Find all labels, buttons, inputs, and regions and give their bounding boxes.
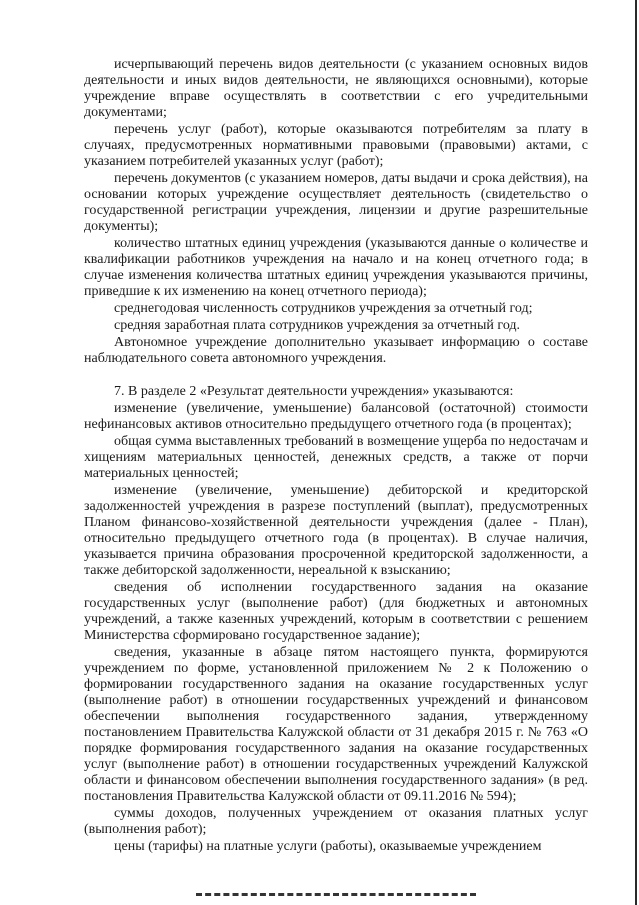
paragraph: количество штатных единиц учреждения (указываются данные о количестве и квалификации работников учреждения на начало и на конец отчетного года; в случае изменения количества штатных единиц учреждения указываются причины, приведшие к их изменению на конец отчетного периода); (84, 236, 588, 299)
paragraph: общая сумма выставленных требований в возмещение ущерба по недостачам и хищениям материальных ценностей, денежных средств, а также от порчи материальных ценностей; (84, 434, 588, 481)
paragraph: исчерпывающий перечень видов деятельности (с указанием основных видов деятельности и иных видов деятельности, не являющихся основными), которые учреждение вправе осуществлять в соответствии с его учредительными документами; (84, 57, 588, 120)
document-page (84, 57, 588, 856)
paragraph: цены (тарифы) на платные услуги (работы), оказываемые учреждением (114, 839, 542, 854)
paragraph: сведения, указанные в абзаце пятом настоящего пункта, формируются учреждением по форме, установленной приложением № 2 к Положению о формировании государственного задания на оказание государственных услуг (выполнение работ) в отношении государственных учреждений и финансовом обеспечении выполнения государственного задания, утвержденному постановлением Правительства Калужской области от 31 декабря 2015 г. № 763 «О порядке формирования государственного задания на оказание государственных услуг (выполнение работ) в отношении государственных учреждений Калужской области и финансовом обеспечении выполнения государственного задания» (в ред. постановления Правительства Калужской области от 09.11.2016 № 594); (84, 645, 588, 804)
paragraph: изменение (увеличение, уменьшение) дебиторской и кредиторской задолженностей учреждения в разрезе поступлений (выплат), предусмотренных Планом финансово-хозяйственной деятельности учреждения (далее - План), относительно предыдущего отчетного года (в процентах). В случае наличия, указывается причина образования просроченной кредиторской задолженности, а также дебиторской задолженности, нереальной к взысканию; (84, 483, 588, 578)
paragraph: суммы доходов, полученных учреждением от оказания платных услуг (выполнения работ); (84, 806, 588, 837)
paragraph: среднегодовая численность сотрудников учреждения за отчетный год; (114, 301, 533, 316)
scan-bottom-marks (196, 893, 476, 899)
scan-edge-line (635, 0, 637, 905)
paragraph: сведения об исполнении государственного задания на оказание государственных услуг (выполнение работ) (для бюджетных и автономных учреждений, а также казенных учреждений, которым в соответствии с решением Министерства сформировано государственное задание); (84, 580, 588, 643)
paragraph: перечень услуг (работ), которые оказываются потребителям за плату в случаях, предусмотренных нормативными правовыми (правовыми) актами, с указанием потребителей указанных услуг (работ); (84, 122, 588, 169)
paragraph: перечень документов (с указанием номеров, даты выдачи и срока действия), на основании которых учреждение осуществляет деятельность (свидетельство о государственной регистрации учреждения, лицензии и другие разрешительные документы); (84, 171, 588, 234)
paragraph: средняя заработная плата сотрудников учреждения за отчетный год. (114, 318, 521, 333)
section-heading: 7. В разделе 2 «Результат деятельности учреждения» указываются: (114, 384, 514, 399)
paragraph: изменение (увеличение, уменьшение) балансовой (остаточной) стоимости нефинансовых активов относительно предыдущего отчетного года (в процентах); (84, 401, 588, 432)
paragraph: Автономное учреждение дополнительно указывает информацию о составе наблюдательного совета автономного учреждения. (84, 335, 588, 366)
